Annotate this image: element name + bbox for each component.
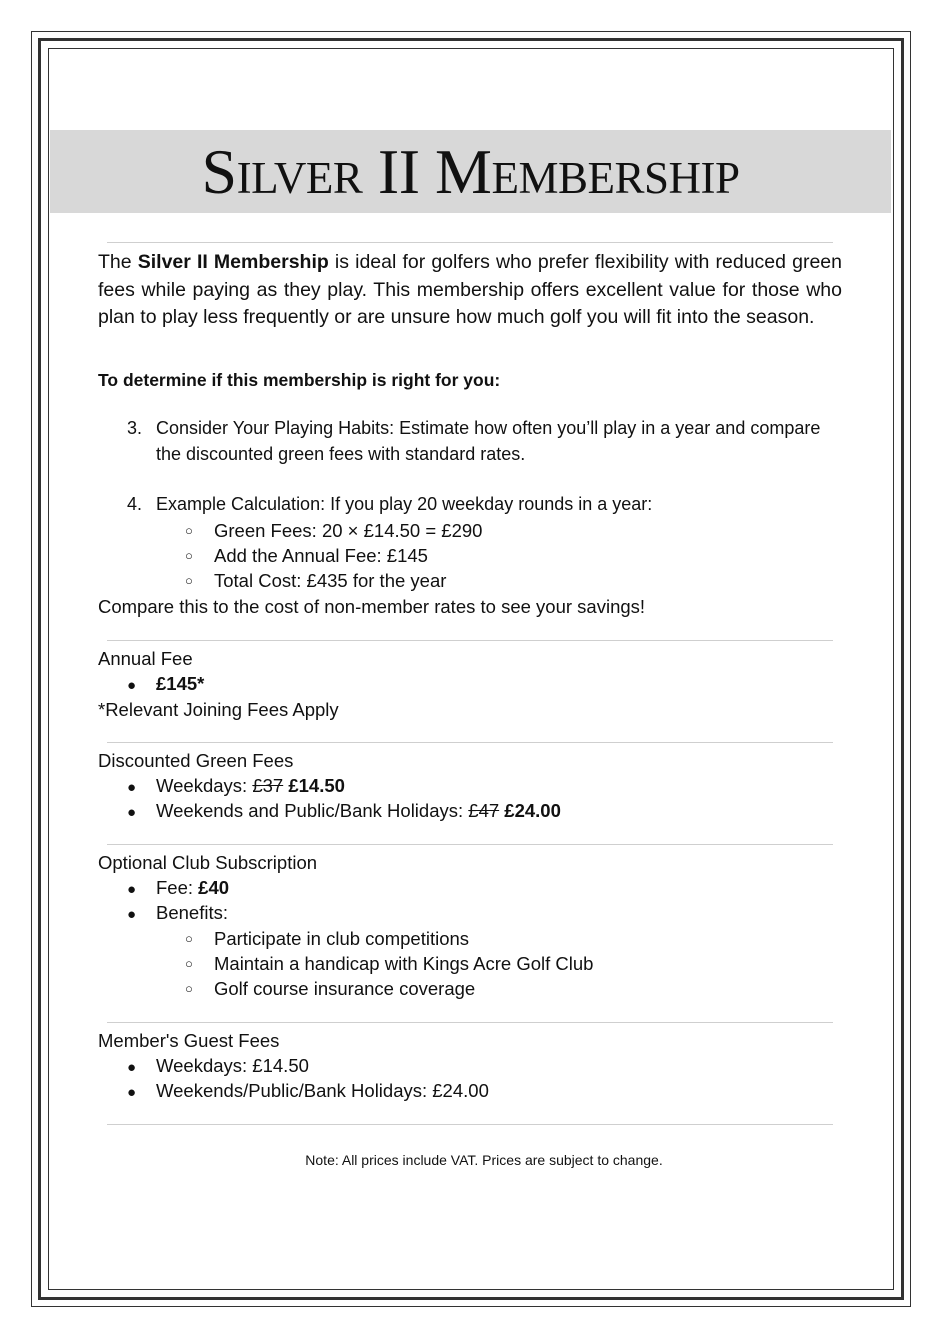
benefit-text: Participate in club competitions: [214, 928, 470, 949]
benefit-item: [185, 976, 475, 1001]
green-fee-new-price: £14.50: [288, 775, 345, 796]
guest-fees-heading: Member's Guest Fees: [98, 1030, 280, 1051]
divider: [107, 242, 833, 243]
circle-bullet-icon: ○: [185, 956, 193, 971]
circle-bullet-icon: ○: [185, 931, 193, 946]
intro-membership-name: Silver II Membership: [137, 251, 329, 273]
bullet-icon: ●: [127, 804, 137, 821]
green-fee-item: [127, 773, 345, 800]
bullet-icon: ●: [127, 1084, 137, 1101]
step-text: Consider Your Playing Habits: Estimate how often you’ll play in a year and compare the discounted green fees with standard rates.: [156, 418, 821, 464]
green-fee-old-price: £37: [252, 775, 284, 796]
bullet-icon: ●: [127, 1059, 137, 1076]
price-note: Note: All prices include VAT. Prices are subject to change.: [305, 1152, 663, 1168]
annual-fee-item: [127, 671, 204, 698]
circle-bullet-icon: ○: [185, 548, 193, 563]
subscription-heading: Optional Club Subscription: [98, 852, 318, 873]
guest-fee-item: [127, 1078, 489, 1105]
circle-bullet-icon: ○: [185, 981, 193, 996]
divider: [107, 1022, 833, 1023]
guest-fee-item: [127, 1053, 309, 1080]
bullet-icon: ●: [127, 677, 137, 694]
subscription-fee-label: Fee:: [156, 877, 199, 898]
bullet-icon: ●: [127, 906, 137, 923]
step-text: Example Calculation: If you play 20 weekday rounds in a year:: [156, 494, 653, 514]
annual-fee-value: £145*: [156, 673, 205, 694]
benefit-text: Maintain a handicap with Kings Acre Golf Club: [214, 953, 594, 974]
subscription-benefits-item: [127, 900, 228, 927]
divider: [107, 640, 833, 641]
green-fees-heading: Discounted Green Fees: [98, 750, 294, 771]
page-title: Silver II Membership: [201, 136, 740, 207]
guest-fee-text: Weekdays: £14.50: [156, 1055, 309, 1076]
intro-text-start: The: [98, 251, 138, 273]
example-item: [185, 543, 428, 568]
green-fee-label: Weekends and Public/Bank Holidays:: [156, 800, 469, 821]
benefit-item: [185, 951, 593, 976]
benefit-item: [185, 926, 469, 951]
circle-bullet-icon: ○: [185, 573, 193, 588]
green-fee-new-price: £24.00: [504, 800, 561, 821]
example-item: [185, 568, 446, 593]
green-fee-old-price: £47: [468, 800, 500, 821]
intro-paragraph: [98, 249, 842, 332]
guest-fee-text: Weekends/Public/Bank Holidays: £24.00: [156, 1080, 489, 1101]
divider: [107, 742, 833, 743]
annual-fee-footnote: *Relevant Joining Fees Apply: [98, 699, 339, 720]
circle-bullet-icon: ○: [185, 523, 193, 538]
bullet-icon: ●: [127, 881, 137, 898]
example-item-text: Add the Annual Fee: £145: [214, 545, 428, 566]
benefits-label: Benefits:: [156, 902, 228, 923]
example-item: [185, 518, 482, 543]
divider: [107, 844, 833, 845]
determine-heading: To determine if this membership is right for you:: [98, 370, 501, 390]
benefit-text: Golf course insurance coverage: [214, 978, 476, 999]
green-fee-item: [127, 798, 561, 825]
annual-fee-heading: Annual Fee: [98, 648, 193, 669]
step-number: 3.: [127, 418, 143, 438]
subscription-fee-item: [127, 875, 229, 902]
compare-text: Compare this to the cost of non-member rates to see your savings!: [98, 596, 646, 617]
example-item-text: Total Cost: £435 for the year: [214, 570, 447, 591]
bullet-icon: ●: [127, 779, 137, 796]
intro-text-rest: is ideal for golfers who prefer flexibility with reduced green fees while paying as they play. This membership offers excellent value for those who plan to play less frequently or are unsure how much golf you will fit into the season.: [98, 251, 842, 328]
example-item-text: Green Fees: 20 × £14.50 = £290: [214, 520, 483, 541]
subscription-fee-value: £40: [198, 877, 230, 898]
green-fee-label: Weekdays:: [156, 775, 253, 796]
step-number: 4.: [127, 494, 143, 514]
divider: [107, 1124, 833, 1125]
